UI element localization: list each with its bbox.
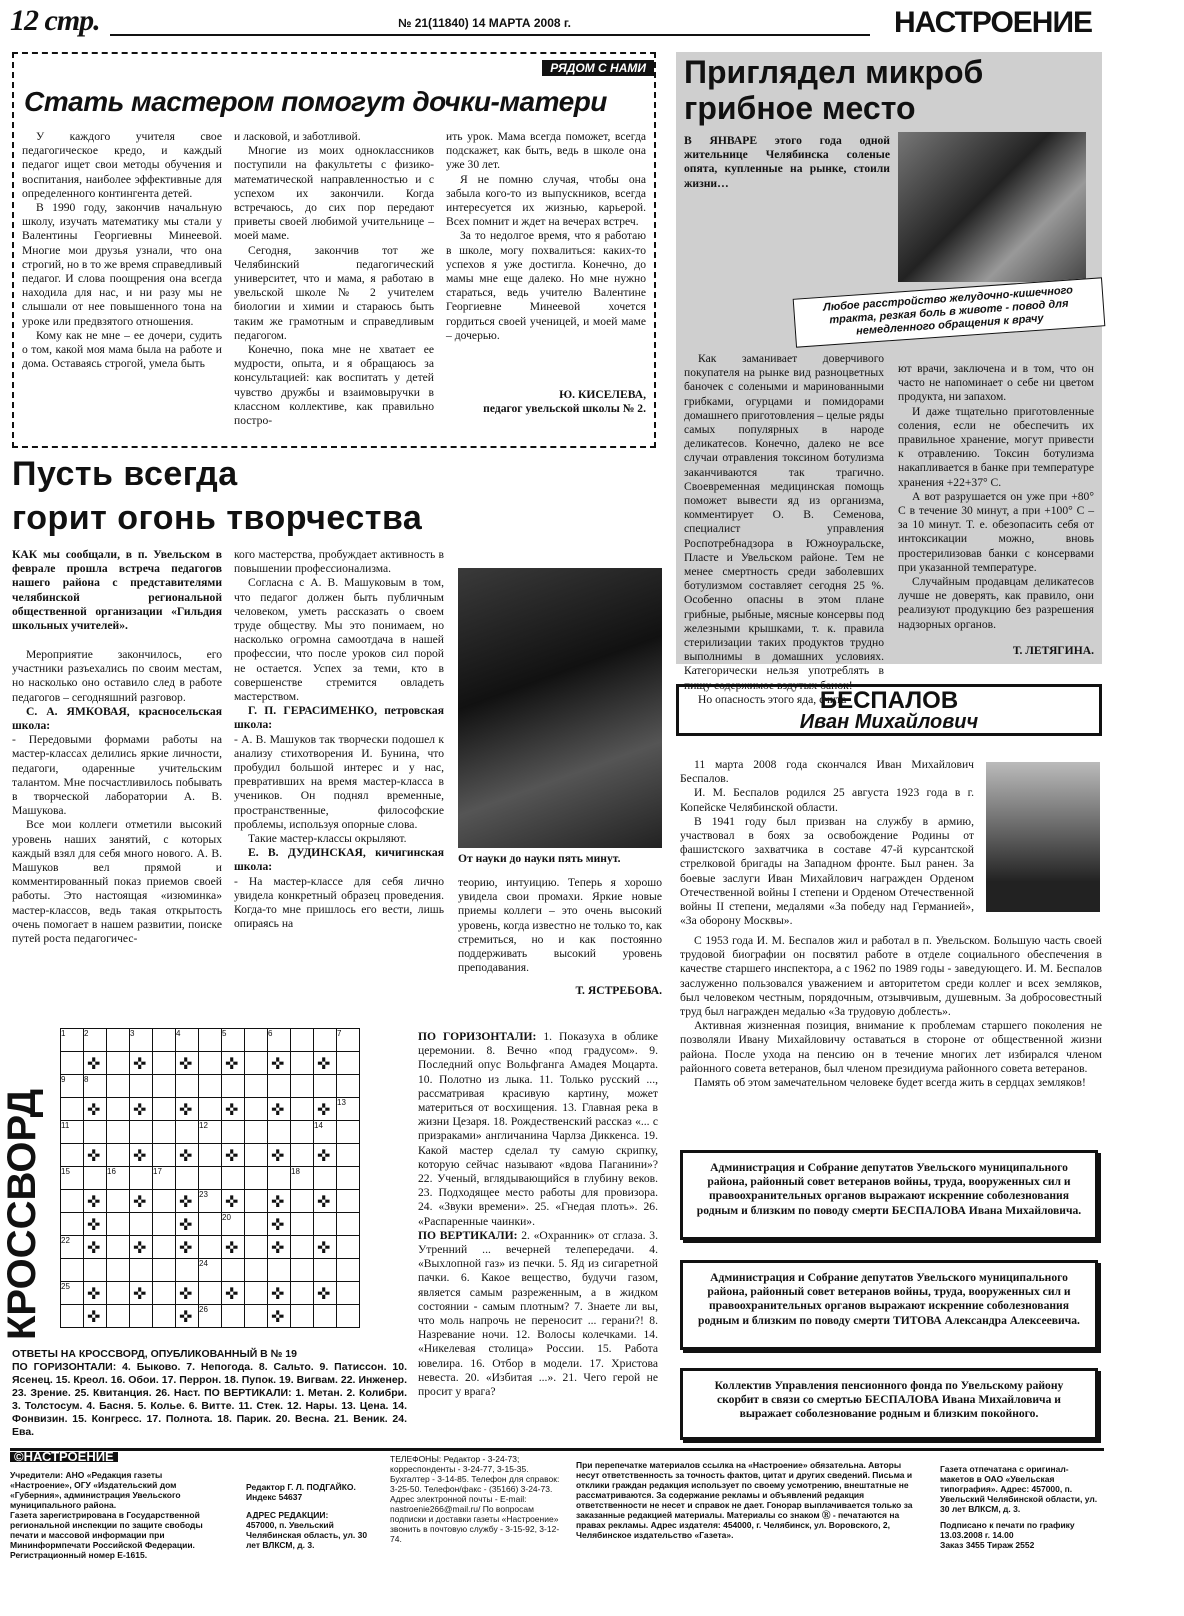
crossword-block-cell	[176, 1282, 199, 1305]
paragraph: Кому как не мне – ее дочери, судить о том, какой моя мама была на работе и дома. Оставаясь строгой, умела быть	[22, 328, 222, 371]
crossword-cell[interactable]	[337, 1190, 360, 1213]
crossword-cell[interactable]	[291, 1213, 314, 1236]
crossword-block-cell	[84, 1098, 107, 1121]
portrait-photo	[986, 762, 1100, 912]
crossword-cell[interactable]	[314, 1029, 337, 1052]
crossword-block-cell	[130, 1236, 153, 1259]
paragraph: Но опасность этого яда, счита-	[698, 692, 851, 706]
crossword-block-cell	[84, 1190, 107, 1213]
condolence-notice: Коллектив Управления пенсионного фонда по Увельскому району скорбит в связи со смертью БЕСПАЛОВА Ивана Михайловича и выражает соболезнование родным и близким покойного.	[680, 1368, 1098, 1440]
crossword-cell[interactable]	[199, 1236, 222, 1259]
crossword-block-cell	[176, 1144, 199, 1167]
crossword-cell[interactable]	[107, 1075, 130, 1098]
crossword-cell[interactable]	[337, 1282, 360, 1305]
crossword-cell[interactable]	[291, 1029, 314, 1052]
crossword-cell[interactable]: 11	[61, 1121, 84, 1144]
paragraph: ют врачи, заключена и в том, что он часто не напоминает о себе ни цветом продукта, ни запахом.	[898, 362, 1094, 404]
crossword-cell[interactable]	[107, 1236, 130, 1259]
crossword-cell[interactable]: 2	[84, 1029, 107, 1052]
crossword-cell[interactable]	[61, 1052, 84, 1075]
crossword-cell[interactable]	[199, 1029, 222, 1052]
paragraph: Мероприятие закончилось, его участники разъехались по своим местам, но насколько оно оставило след в работе педагогов – сегодняшний разговор.	[12, 648, 222, 704]
crossword-cell[interactable]	[314, 1075, 337, 1098]
crossword-cell[interactable]	[222, 1259, 245, 1282]
lead: В ЯНВАРЕ этого года одной жительнице Челябинска соленые опята, купленные на рынке, стоили жизни…	[684, 134, 890, 190]
signed-date: Подписано к печати по графику 13.03.2008 г. 14.00	[940, 1520, 1075, 1540]
crossword-row	[61, 1029, 360, 1052]
paragraph: Активная жизненная позиция, внимание к проблемам старшего поколения не позволяли Ивану Михайловичу оставаться в стороне от общественной жизни района. После ухода на пенсию он в течение многих лет избирался членом районного совета ветеранов, был членом президиума районного совета ветеранов.	[680, 1019, 1102, 1075]
newspaper-brand: НАСТРОЕНИЕ	[894, 6, 1093, 39]
crossword-cell[interactable]: 12	[199, 1121, 222, 1144]
crossword-cell[interactable]	[245, 1305, 268, 1328]
column-2	[898, 362, 1094, 632]
paragraph: Сегодня, закончив тот же Челябинский педагогический университет, что и мама, я работаю в увельской школе № 2 учителем биологии и химии и стараюсь быть таким же грамотным и справедливым педагогом.	[234, 243, 434, 342]
crossword-cell[interactable]: 16	[107, 1167, 130, 1190]
crossword-block-cell	[314, 1236, 337, 1259]
subscription-index: Индекс 54637	[246, 1492, 303, 1502]
crossword-cell[interactable]: 18	[291, 1167, 314, 1190]
paragraph: А вот разрушается он уже при +80° С в течение 30 минут, а при +100° С – за 10 минут. Т. е. обезопасить себя от интоксикации можно, вновь простерилизовав банки с консервами при указанной температуре.	[898, 489, 1094, 574]
crossword-cell[interactable]	[153, 1236, 176, 1259]
crossword-row	[61, 1190, 360, 1213]
crossword-cell[interactable]	[61, 1213, 84, 1236]
crossword-cell[interactable]: 25	[61, 1282, 84, 1305]
crossword-cell[interactable]	[337, 1236, 360, 1259]
crossword-block-cell	[268, 1098, 291, 1121]
crossword-cell[interactable]	[130, 1305, 153, 1328]
crossword-cell[interactable]	[314, 1305, 337, 1328]
crossword-cell[interactable]	[176, 1259, 199, 1282]
crossword-cell[interactable]	[245, 1075, 268, 1098]
paragraph: С 1953 года И. М. Беспалов жил и работал в п. Увельском. Большую часть своей трудовой биографии он посвятил работе в отделе социального обеспечения в качестве старшего инспектора, а с 1962 по 1989 годы - заведующего. И. М. Беспалов заслуженно пользовался уважением и авторитетом среди коллег и всех земляков, был человеком честным, порядочным, отзывчивым, душевным. За добросовестный труд был награжден медалью «За трудовую доблесть».	[680, 934, 1102, 1019]
crossword-cell[interactable]: 9	[61, 1075, 84, 1098]
crossword-block-cell	[314, 1144, 337, 1167]
crossword-cell[interactable]	[291, 1075, 314, 1098]
crossword-row	[61, 1098, 360, 1121]
crossword-cell[interactable]	[107, 1052, 130, 1075]
crossword-cell[interactable]	[107, 1259, 130, 1282]
crossword-cell[interactable]: 17	[153, 1167, 176, 1190]
crossword-cell[interactable]	[222, 1167, 245, 1190]
imprint	[10, 1449, 1104, 1612]
crossword-cell[interactable]	[130, 1167, 153, 1190]
speaker: Е. В. ДУДИНСКАЯ, кичигинская школа:	[234, 846, 444, 874]
paragraph: Такие мастер-классы окрыляют.	[248, 832, 407, 846]
paragraph: За то недолгое время, что я работаю в школе, могу похвалиться: каких-то успехов я уже достигла. Конечно, до мамы мне еще далеко. Но мне нужно стараться, ведь учителю Валентине Георгиевне Минеевой хочется гордиться своей ученицей, и моей маме – дочерью.	[446, 229, 646, 342]
order-circulation: Заказ 3455 Тираж 2552	[940, 1540, 1035, 1550]
jars-photo	[898, 132, 1086, 282]
crossword-block-cell	[314, 1098, 337, 1121]
column-3	[446, 130, 646, 343]
crossword-cell[interactable]: 1	[61, 1029, 84, 1052]
crossword-block-cell	[314, 1282, 337, 1305]
crossword-cell[interactable]	[337, 1052, 360, 1075]
crossword-table	[60, 1028, 360, 1328]
crossword-cell[interactable]	[337, 1144, 360, 1167]
headline-line: горит огонь творчества	[12, 499, 423, 537]
crossword-cell[interactable]	[268, 1167, 291, 1190]
crossword-cell[interactable]	[268, 1259, 291, 1282]
crossword-block-cell	[176, 1305, 199, 1328]
crossword-cell[interactable]	[337, 1213, 360, 1236]
crossword-block-cell	[84, 1282, 107, 1305]
crossword-cell[interactable]	[61, 1098, 84, 1121]
crossword-block-cell	[268, 1052, 291, 1075]
crossword-cell[interactable]: 8	[84, 1075, 107, 1098]
crossword-cell[interactable]	[314, 1167, 337, 1190]
crossword-block-cell	[314, 1190, 337, 1213]
crossword-row	[61, 1236, 360, 1259]
crossword-cell[interactable]	[107, 1144, 130, 1167]
crossword-cell[interactable]: 4	[176, 1029, 199, 1052]
byline	[446, 388, 646, 416]
crossword-block-cell	[268, 1236, 291, 1259]
crossword-cell[interactable]	[153, 1213, 176, 1236]
column-3	[458, 876, 662, 975]
paragraph: ить урок. Мама всегда поможет, всегда подскажет, как быть, ведь в школе она уже 30 лет.	[446, 130, 646, 172]
crossword-cell[interactable]	[199, 1052, 222, 1075]
paragraph: - На мастер-классе для себя лично увидела конкретный образец проведения. Когда-то мне пришлось его вести, лишь опираясь на	[234, 874, 444, 931]
obituary-text-top	[680, 758, 974, 928]
crossword-cell[interactable]	[130, 1075, 153, 1098]
crossword-row	[61, 1075, 360, 1098]
crossword-cell[interactable]	[84, 1121, 107, 1144]
crossword-cell[interactable]	[245, 1098, 268, 1121]
crossword-cell[interactable]	[199, 1282, 222, 1305]
crossword-cell[interactable]	[337, 1121, 360, 1144]
crossword-cell[interactable]	[245, 1029, 268, 1052]
crossword-cell[interactable]	[153, 1282, 176, 1305]
headline-line: Приглядел микроб	[684, 54, 984, 90]
paragraph: Согласна с А. В. Машуковым в том, что педагог должен быть публичным человеком, уметь рассказать о своем труде обществу. Мы это понимаем, но насколько огромна самоотдача в нашей профессии, что после уроков сил порой не остается. Успех за теми, кто в совершенстве стремится овладеть мастерством.	[234, 576, 444, 704]
printing-info	[940, 1464, 1102, 1550]
crossword-cell[interactable]	[153, 1305, 176, 1328]
editor	[246, 1482, 376, 1550]
crossword-cell[interactable]	[245, 1282, 268, 1305]
crossword-cell[interactable]	[84, 1259, 107, 1282]
address-title: АДРЕС РЕДАКЦИИ:	[246, 1510, 329, 1520]
crossword-cell[interactable]	[291, 1098, 314, 1121]
crossword-cell[interactable]	[61, 1305, 84, 1328]
crossword-cell[interactable]: 24	[199, 1259, 222, 1282]
crossword-title: КРОССВОРД	[0, 1088, 44, 1340]
crossword-cell[interactable]	[130, 1213, 153, 1236]
rubric: РЯДОМ С НАМИ	[542, 60, 654, 76]
crossword-cell[interactable]: 26	[199, 1305, 222, 1328]
speaker: Г. П. ГЕРАСИМЕНКО, петровская школа:	[234, 704, 444, 732]
answers-title: ОТВЕТЫ НА КРОССВОРД, ОПУБЛИКОВАННЫЙ В № 19	[12, 1348, 297, 1360]
obituary-text-bottom	[680, 934, 1102, 1090]
crossword-cell[interactable]	[107, 1190, 130, 1213]
obituary-surname: БЕСПАЛОВ	[819, 687, 959, 714]
crossword-row	[61, 1121, 360, 1144]
footer-rule	[10, 1448, 1104, 1451]
crossword-clues	[418, 1030, 658, 1399]
headline-line: Пусть всегда	[12, 455, 238, 493]
printer: Газета отпечатана с оригинал-макетов в ОАО «Увельская типография». Адрес: 457000, п. Увельский Челябинской области, ул. 30 лет ВЛКСМ, д. 3.	[940, 1464, 1098, 1514]
column-1	[22, 130, 222, 371]
photo-caption: От науки до науки пять минут.	[458, 852, 621, 865]
crossword-block-cell	[268, 1305, 291, 1328]
crossword-block-cell	[268, 1213, 291, 1236]
crossword-cell[interactable]	[199, 1213, 222, 1236]
crossword-cell[interactable]	[245, 1213, 268, 1236]
article-daughters-mothers	[12, 52, 656, 448]
crossword-cell[interactable]	[268, 1075, 291, 1098]
editor-name: Редактор Г. Л. ПОДГАЙКО.	[246, 1482, 356, 1492]
headline: Стать мастером помогут дочки-матери	[24, 86, 607, 117]
crossword-cell[interactable]: 22	[61, 1236, 84, 1259]
crossword-cell[interactable]	[61, 1259, 84, 1282]
crossword-cell[interactable]: 7	[337, 1029, 360, 1052]
paragraph: - А. В. Машуков так творчески подошел к анализу стихотворения И. Бунина, что пробудил большой интерес и у нас, превративших на время мастер-класса в учеников. Он поднял временные, пространственные, философские проблемы, используя опорные слова.	[234, 732, 444, 831]
crossword-cell[interactable]	[107, 1121, 130, 1144]
author-name: Ю. КИСЕЛЕВА,	[559, 388, 646, 401]
byline: Т. ЯСТРЕБОВА.	[575, 984, 662, 997]
crossword-block-cell	[84, 1236, 107, 1259]
condolence-notice: Администрация и Собрание депутатов Увельского муниципального района, районный совет ветеранов войны, труда, вооруженных сил и правоохранительных органов выражают искренние соболезнования родным и близким по поводу смерти БЕСПАЛОВА Ивана Михайловича.	[680, 1150, 1098, 1240]
crossword-cell[interactable]: 5	[222, 1029, 245, 1052]
crossword-cell[interactable]	[130, 1121, 153, 1144]
crossword-cell[interactable]	[130, 1259, 153, 1282]
paragraph: Память об этом замечательном человеке будет всегда жить в сердцах земляков!	[694, 1076, 1086, 1090]
crossword-answers	[12, 1348, 407, 1439]
clues-vertical: 2. «Охранник» от сглаза. 3. Утренний ... вечерней телепередачи. 4. «Выхлопной газ» из печки. 5. Яд из сигаретной пачки. 6. Какое вещество, будучи газом, является самым разреженным, а в жидком состоянии - самым плотным? 7. Знаете ли вы, что моль напрочь не переносит ... герани?! 8. Назревание ночи. 12. Волосы колечками. 14. «Никелевая столица» России. 15. Работа ювелира. 16. Отбор в модели. 17. Христова невеста. 20. «Избитая ...». 21. Чего герой не просит у врага?	[418, 1228, 659, 1399]
crossword-cell[interactable]	[153, 1052, 176, 1075]
crossword-block-cell	[222, 1144, 245, 1167]
paragraph: 11 марта 2008 года скончался Иван Михайлович Беспалов.	[680, 758, 974, 786]
crossword-cell[interactable]	[61, 1144, 84, 1167]
crossword-cell[interactable]: 13	[337, 1098, 360, 1121]
crossword-cell[interactable]	[107, 1305, 130, 1328]
paragraph: - Передовыми формами работы на мастер-классах делились яркие личности, педагоги, одаренные учительским талантом. Мне посчастливилось побывать в творческой лаборатории А. В. Машукова.	[12, 733, 222, 818]
crossword-cell[interactable]	[199, 1098, 222, 1121]
paragraph: Случайным продавцам деликатесов лучше не доверять, как правило, они реализуют продукцию без разрешения надзорных органов.	[898, 575, 1094, 631]
headline-line: грибное место	[684, 90, 916, 126]
crossword-cell[interactable]	[337, 1305, 360, 1328]
paragraph: В 1990 году, закончив начальную школу, изучать математику мы стали у Валентины Георгиевны Минеевой. Многие мои друзья узнали, что она строгий, но в то же время справедливый педагог. И слова поощрения она всегда находила для нас, и ни разу мы не слышали от нее повышенного тона на уроке или предвзятого отношения.	[22, 201, 222, 328]
crossword-block-cell	[130, 1190, 153, 1213]
crossword-cell[interactable]	[199, 1075, 222, 1098]
column-1	[12, 648, 222, 946]
crossword-cell[interactable]	[153, 1098, 176, 1121]
crossword-cell[interactable]	[199, 1144, 222, 1167]
crossword-cell[interactable]	[222, 1075, 245, 1098]
condolence-notice: Администрация и Собрание депутатов Увельского муниципального района, районный совет ветеранов войны, труда, вооруженных сил и правоохранительных органов выражают искренние соболезнования родным и близким по поводу смерти ТИТОВА Александра Алексеевича.	[680, 1260, 1098, 1350]
crossword-grid	[60, 1028, 360, 1328]
crossword-block-cell	[176, 1098, 199, 1121]
header-rule	[110, 34, 870, 36]
crossword-row	[61, 1213, 360, 1236]
headline	[12, 452, 422, 540]
crossword-cell[interactable]: 15	[61, 1167, 84, 1190]
crossword-cell[interactable]	[291, 1121, 314, 1144]
paragraph: кого мастерства, пробуждает активность в повышении профессионализма.	[234, 548, 444, 576]
crossword-block-cell	[268, 1282, 291, 1305]
crossword-block-cell	[84, 1213, 107, 1236]
clues-horizontal: 1. Показуха в облике церемонии. 8. Вечно «под градусом». 9. Последний опус Вольфганга Амадея Моцарта. 10. Полотно из лыка. 11. Только русский ..., рассматривая красивую картину, может материться от восхищения. 13. Главная река в жизни Цезаря. 18. Рождественский рассказ «... с призраками» англичанина Чарлза Диккенса. 19. Какой мастер сделал ту самую скрипку, которую сейчас называют «вдова Паганини»? 22. Ученый, вглядывающийся в глубину веков. 23. Подходящее место работы для провизора. 24. «Звуки времени». 25. «Гнедая плоть». 26. «Распаренные чаинки».	[418, 1030, 658, 1228]
obituary-name: Иван Михайлович	[799, 711, 979, 733]
crossword-cell[interactable]	[153, 1259, 176, 1282]
lead: КАК мы сообщали, в п. Увельском в феврале прошла встреча педагогов нашего района с представителями челябинской региональной общественной организации «Гильдия школьных учителей».	[12, 548, 222, 633]
crossword-block-cell	[222, 1098, 245, 1121]
column-2	[234, 548, 444, 931]
column-1	[684, 352, 884, 707]
paragraph: И даже тщательно приготовленные соления, если не обеспечить их правильное хранение, могут привести к отравлению. Токсин ботулизма накапливается в банке при температуре хранения +22+37° С.	[898, 404, 1094, 489]
crossword-block-cell	[84, 1305, 107, 1328]
crossword-block-cell	[130, 1052, 153, 1075]
crossword-cell[interactable]	[153, 1190, 176, 1213]
column-2	[234, 130, 434, 428]
crossword-row	[61, 1144, 360, 1167]
paragraph: Многие из моих одноклассников поступили на факультеты с физико-математической направленностью и с успехом их закончили. Когда встречаюсь, до сих пор передают приветы своей любимой учительнице – моей маме.	[234, 144, 434, 243]
crossword-block-cell	[314, 1052, 337, 1075]
crossword-block-cell	[268, 1144, 291, 1167]
answers-text: ПО ГОРИЗОНТАЛИ: 4. Быково. 7. Непогода. 8. Сальто. 9. Патиссон. 10. Ясенец. 15. Креол. 16. Обои. 17. Перрон. 18. Пупок. 19. Вигвам. 22. Инженер. 23. Зрение. 25. Квитанция. 26. Наст. ПО ВЕРТИКАЛИ: 1. Метан. 2. Колибри. 3. Толстосум. 4. Басня. 5. Колье. 6. Витте. 11. Стек. 12. Нары. 13. Цена. 14. Фонвизин. 15. Конгресс. 17. Полнота. 18. Парик. 20. Весна. 21. Веник. 24. Ева.	[12, 1361, 407, 1438]
crossword-cell[interactable]	[153, 1121, 176, 1144]
crossword-cell[interactable]: 6	[268, 1029, 291, 1052]
crossword-cell[interactable]	[268, 1121, 291, 1144]
crossword-cell[interactable]	[107, 1029, 130, 1052]
crossword-cell[interactable]: 3	[130, 1029, 153, 1052]
crossword-cell[interactable]: 14	[314, 1121, 337, 1144]
paragraph: Все мои коллеги отметили высокий уровень наших занятий, с которых каждый взял для себя много нового. А. В. Машуков вел прямой и комментированный показ приемов своей работы. Это настоящая «изюминка» мастер-классов, ведь такая открытость очень помогает в нашем развитии, поиске путей роста педагогичес-	[12, 818, 222, 946]
crossword-cell[interactable]	[291, 1190, 314, 1213]
founders: Учредители: АНО «Редакция газеты «Настроение», ОГУ «Издательский дом «Губерния», администрация Увельского муниципального района.	[10, 1470, 181, 1510]
crossword-cell[interactable]	[314, 1259, 337, 1282]
crossword-cell[interactable]	[291, 1236, 314, 1259]
crossword-row	[61, 1167, 360, 1190]
paragraph: теорию, интуицию. Теперь я хорошо увидела свои промахи. Яркие новые приемы коллеги – это очень высокий уровень, когда известно не только то, как стремиться, но и как постоянно поддерживать высокий уровень преподавания.	[458, 876, 662, 975]
crossword-cell[interactable]	[222, 1121, 245, 1144]
crossword-cell[interactable]	[291, 1144, 314, 1167]
issue-info: № 21(11840) 14 МАРТА 2008 г.	[398, 16, 572, 30]
crossword-cell[interactable]	[245, 1052, 268, 1075]
crossword-cell[interactable]	[291, 1052, 314, 1075]
speaker: С. А. ЯМКОВАЯ, красносельская школа:	[12, 704, 222, 733]
paragraph: Я не помню случая, чтобы она забыла кого-то из выпускников, всегда интересуется их жизнью, карьерой. Всех помнит и ждет на вечерах встреч.	[446, 172, 646, 229]
crossword-cell[interactable]	[245, 1236, 268, 1259]
address: 457000, п. Увельский Челябинская область, ул. 30 лет ВЛКСМ, д. 3.	[246, 1520, 368, 1550]
paragraph: Как заманивает доверчивого покупателя на рынке вид разноцветных баночек с солеными и маринованными грибками, огурцами и помидорами домашнего приготовления – целые ряды самых популярных в народе деликатесов. Конечно, далеко не все случаи отравления токсином ботулизма заканчиваются так трагично. Своевременная медицинская помощь поможет вывести яд из организма, комментирует О. В. Семенова, специалист управления Роспотребнадзора в Южноуральске, Пласте и Увельском районе. Тем не менее смертность среди заболевших ботулизмом составляет сегодня 25 %. Особенно опасны в этом плане грибные, рыбные, мясные консервы под железными крышками, т. к. правила стерилизации таких продуктов трудно выполнимы в домашних условиях. Категорически нельзя употреблять в пищу содержимое вздутых банок!	[684, 352, 884, 692]
crossword-cell[interactable]	[337, 1259, 360, 1282]
crossword-cell[interactable]	[245, 1121, 268, 1144]
crossword-cell[interactable]	[176, 1121, 199, 1144]
paragraph: У каждого учителя свое педагогическое кредо, и каждый педагог ищет свои методы обучения и воспитания, наиболее эффективные для определенного контингента детей.	[22, 130, 222, 200]
phones: ТЕЛЕФОНЫ: Редактор - 3-24-73; корреспонденты - 3-24-77, 3-15-35. Бухгалтер - 3-14-85. Телефон для справок: 3-25-50. Телефон/факс - (35166) 3-24-73. Адрес электронной почты - E-mail: nastroenie266@mail.ru/ По вопросам подписки и доставки газеты «Настроение» звонить в почтовую службу - 3-15-92, 3-12-74.	[390, 1454, 560, 1544]
crossword-block-cell	[176, 1190, 199, 1213]
paragraph: и ласковой, и заботливой.	[234, 130, 361, 143]
crossword-cell[interactable]: 23	[199, 1190, 222, 1213]
crossword-block-cell	[176, 1213, 199, 1236]
clues-heading: ПО ГОРИЗОНТАЛИ:	[418, 1030, 537, 1043]
crossword-cell[interactable]	[176, 1075, 199, 1098]
paragraph: В 1941 году был призван на службу в армию, участвовал в боях за освобождение Родины от фашистского захватчика в составе 47-й курсантской стрелковой бригады на Западном фронте. Был ранен. За боевые заслуги Иван Михайлович награжден Орденом Отечественной войны I степени и Орденом Отечественной войны II степени, медалями «За победу над Германией», «За оборону Москвы».	[680, 814, 974, 928]
crossword-block-cell	[130, 1144, 153, 1167]
students-photo	[458, 568, 662, 848]
headline	[684, 54, 983, 126]
crossword-block-cell	[84, 1052, 107, 1075]
crossword-cell[interactable]	[314, 1213, 337, 1236]
author-role: педагог увельской школы № 2.	[483, 402, 646, 416]
crossword-row	[61, 1282, 360, 1305]
crossword-block-cell	[268, 1190, 291, 1213]
crossword-block-cell	[130, 1098, 153, 1121]
crossword-cell[interactable]	[245, 1144, 268, 1167]
crossword-block-cell	[222, 1236, 245, 1259]
crossword-row	[61, 1259, 360, 1282]
obituary-header	[676, 684, 1102, 736]
crossword-cell[interactable]	[84, 1167, 107, 1190]
crossword-cell[interactable]	[153, 1144, 176, 1167]
crossword-block-cell	[222, 1052, 245, 1075]
crossword-cell[interactable]	[245, 1190, 268, 1213]
crossword-cell[interactable]	[222, 1305, 245, 1328]
crossword-block-cell	[176, 1236, 199, 1259]
crossword-row	[61, 1305, 360, 1328]
crossword-cell[interactable]	[337, 1167, 360, 1190]
crossword-cell[interactable]	[245, 1259, 268, 1282]
callout: Любое расстройство желудочно-кишечного тракта, резкая боль в животе - повод для немедленного обращения к врачу	[793, 277, 1106, 348]
crossword-cell[interactable]	[107, 1213, 130, 1236]
crossword-cell[interactable]	[245, 1167, 268, 1190]
page-number: 12 стр.	[10, 4, 100, 37]
crossword-cell[interactable]	[107, 1282, 130, 1305]
crossword-block-cell	[130, 1282, 153, 1305]
crossword-cell[interactable]	[61, 1190, 84, 1213]
clues-heading: ПО ВЕРТИКАЛИ:	[418, 1228, 518, 1242]
registration: Газета зарегистрирована в Государственной региональной инспекции по защите свободы печати и массовой информации при Мининформпечати Российской Федерации. Регистрационный номер Е-1615.	[10, 1510, 203, 1560]
crossword-cell[interactable]	[291, 1305, 314, 1328]
article-creativity	[10, 452, 670, 1012]
crossword-cell[interactable]: 20	[222, 1213, 245, 1236]
paragraph: Конечно, пока мне не хватает ее мудрости, опыта, и я обращаюсь за консультацией: как воспитать у детей чувство дружбы и взаимовыручки в классном коллективе, как правильно постро-	[234, 343, 434, 428]
crossword-cell[interactable]	[337, 1075, 360, 1098]
crossword-cell[interactable]	[291, 1282, 314, 1305]
crossword-cell[interactable]	[199, 1167, 222, 1190]
crossword-block-cell	[176, 1052, 199, 1075]
crossword-row	[61, 1052, 360, 1075]
crossword-cell[interactable]	[107, 1098, 130, 1121]
crossword-cell[interactable]	[153, 1029, 176, 1052]
publication-rules: При перепечатке материалов ссылка на «Настроение» обязательна. Авторы несут ответственность за точность фактов, цитат и других сведений. Письма и отклики граждан редакция использует по своему усмотрению, внештатные не рассматриваются. За содержание рекламы и объявлений редакция ответственности не несет и справок не дает. Гонорар выплачивается только за заказанные редакцией материалы. Материалы со знаком Ⓡ - печатаются на правах рекламы. Адрес издателя: 454000, г. Челябинск, ул. Воровского, 2, Челябинское издательство «Газета».	[576, 1460, 913, 1540]
footer-brand: ©НАСТРОЕНИЕ	[10, 1452, 118, 1462]
crossword-cell[interactable]	[176, 1167, 199, 1190]
crossword-block-cell	[222, 1282, 245, 1305]
paragraph: И. М. Беспалов родился 25 августа 1923 года в г. Копейске Челябинской области.	[680, 786, 974, 814]
crossword-cell[interactable]	[153, 1075, 176, 1098]
crossword-block-cell	[222, 1190, 245, 1213]
byline: Т. ЛЕТЯГИНА.	[1012, 644, 1094, 657]
crossword-block-cell	[84, 1144, 107, 1167]
crossword-cell[interactable]	[291, 1259, 314, 1282]
